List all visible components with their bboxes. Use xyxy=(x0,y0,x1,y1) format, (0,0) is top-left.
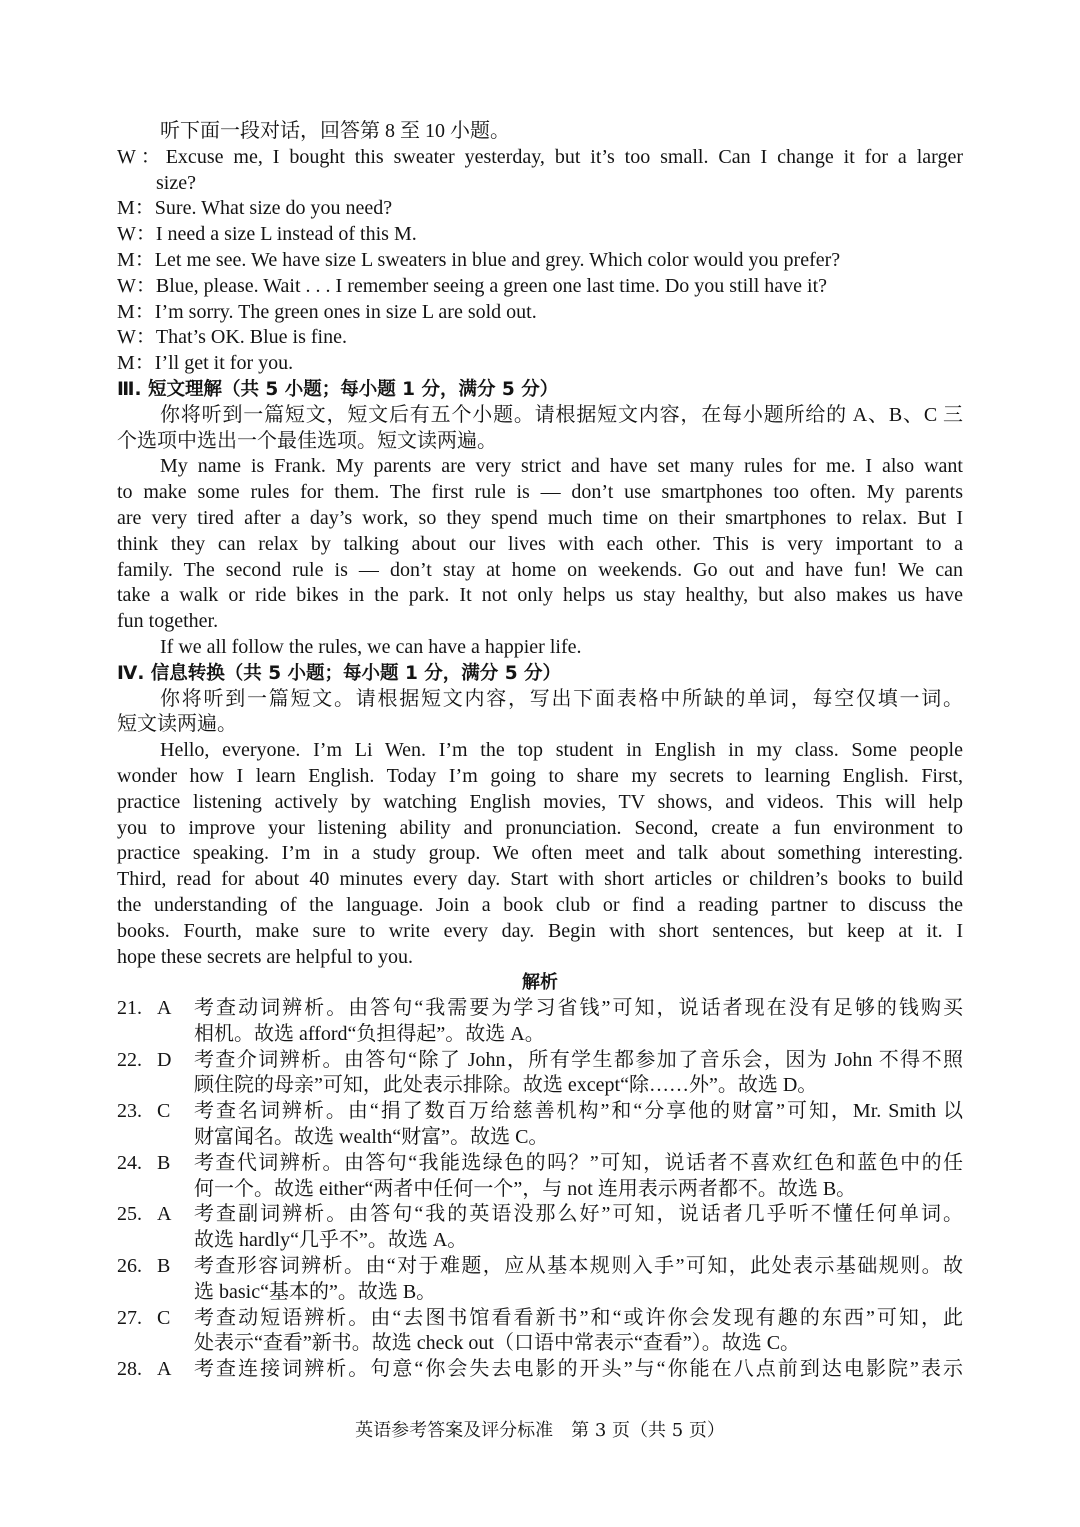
answer-item xyxy=(117,1151,963,1203)
answer-item xyxy=(117,1202,963,1254)
answer-number: 23. xyxy=(117,1100,142,1123)
answer-letter: A xyxy=(157,1358,172,1381)
answer-letter: D xyxy=(157,1048,172,1071)
section-3-heading: Ⅲ. 短文理解（共 5 小题；每小题 1 分，满分 5 分） xyxy=(117,378,559,400)
answer-number: 25. xyxy=(117,1203,142,1226)
explanation-line: 考查介词辨析。由答句“除了 John，所有学生都参加了音乐会，因为 John 不得不照 xyxy=(194,1048,963,1071)
answer-explanation xyxy=(194,1099,963,1151)
answer-explanation xyxy=(194,1202,963,1254)
page-footer: 英语参考答案及评分标准 第 3 页（共 5 页） xyxy=(355,1420,725,1441)
dialog-intro: 听下面一段对话，回答第 8 至 10 小题。 xyxy=(160,120,510,142)
answer-letter: C xyxy=(157,1306,171,1329)
explanation-line: 何一个。故选 either“两者中任何一个”，与 not 连用表示两者都不。故选 B。 xyxy=(194,1177,857,1200)
section-3-instructions: 个选项中选出一个最佳选项。短文读两遍。 xyxy=(117,429,497,452)
section-3-instructions: 你将听到一篇短文，短文后有五个小题。请根据短文内容，在每小题所给的 A、B、C 三 xyxy=(160,403,963,426)
answer-item xyxy=(117,1048,963,1100)
answer-letter: B xyxy=(157,1151,171,1174)
passage-line: family. The second rule is — don’t stay at home on weekends. Go out and have fun! We can xyxy=(117,558,963,581)
explanation-line: 考查形容词辨析。由“对于难题，应从基本规则入手”可知，此处表示基础规则。故 xyxy=(194,1255,963,1278)
analysis-title: 解析 xyxy=(522,972,558,994)
answer-letter: C xyxy=(157,1100,171,1123)
passage-line: the understanding of the language. Join a book club or find a reading partner to discuss the xyxy=(117,893,963,916)
passage-line: My name is Frank. My parents are very strict and have set many rules for me. I also want xyxy=(160,455,963,478)
answer-explanation xyxy=(194,1048,963,1100)
section-4-instructions: 你将听到一篇短文。请根据短文内容，写出下面表格中所缺的单词，每空仅填一词。 xyxy=(160,687,963,710)
dialog-line-continuation: size? xyxy=(156,171,196,194)
explanation-line: 考查动词辨析。由答句“我需要为学习省钱”可知，说话者现在没有足够的钱购买 xyxy=(194,997,963,1020)
section-4-instructions: 短文读两遍。 xyxy=(117,713,237,736)
dialog-line xyxy=(117,222,963,248)
answer-number: 24. xyxy=(117,1151,142,1174)
answer-number: 22. xyxy=(117,1048,142,1071)
speaker: W： xyxy=(117,326,156,349)
utterance: I need a size L instead of this M. xyxy=(155,223,417,246)
explanation-line: 考查代词辨析。由答句“我能选绿色的吗？”可知，说话者不喜欢红色和蓝色中的任 xyxy=(194,1151,963,1174)
passage-line: books. Fourth, make sure to write every day. Begin with short sentences, but keep at it. I xyxy=(117,919,963,942)
dialog-line xyxy=(117,325,963,351)
answer-number: 26. xyxy=(117,1255,142,1278)
explanation-line: 考查名词辨析。由“捐了数百万给慈善机构”和“分享他的财富”可知，Mr. Smith 以 xyxy=(194,1100,963,1123)
passage-line: think they can relax by talking about our lives with each other. This is very important to a xyxy=(117,532,963,555)
explanation-line: 考查副词辨析。由答句“我的英语没那么好”可知，说话者几乎听不懂任何单词。 xyxy=(194,1203,963,1226)
explanation-line: 选 basic“基本的”。故选 B。 xyxy=(194,1280,437,1303)
explanation-line: 相机。故选 afford“负担得起”。故选 A。 xyxy=(194,1022,545,1045)
passage-line: practice listening actively by watching English movies, TV shows, and videos. This will help xyxy=(117,790,963,813)
answer-explanation xyxy=(194,1151,963,1203)
utterance: Blue, please. Wait . . . I remember seeing a green one last time. Do you still have it? xyxy=(155,274,828,297)
answer-number: 28. xyxy=(117,1358,142,1381)
speaker: M： xyxy=(117,300,155,323)
passage-line: hope these secrets are helpful to you. xyxy=(117,945,414,968)
answer-explanation xyxy=(194,996,963,1048)
answer-item xyxy=(117,1306,963,1358)
utterance: That’s OK. Blue is fine. xyxy=(155,326,347,349)
dialog-line xyxy=(117,248,963,274)
speaker: W： xyxy=(117,145,166,168)
utterance: I’ll get it for you. xyxy=(154,352,294,375)
dialog-line xyxy=(117,300,963,326)
passage-line: to make some rules for them. The first rule is — don’t use smartphones too often. My parents xyxy=(117,481,963,504)
explanation-line: 处表示“查看”新书。故选 check out（口语中常表示“查看”）。故选 C。 xyxy=(194,1332,801,1355)
passage-closing: If we all follow the rules, we can have a happier life. xyxy=(160,635,582,658)
utterance: Let me see. We have size L sweaters in blue and grey. Which color would you prefer? xyxy=(154,248,841,271)
answer-item xyxy=(117,1254,963,1306)
explanation-line: 财富闻名。故选 wealth“财富”。故选 C。 xyxy=(194,1126,549,1149)
dialog-line xyxy=(117,274,963,300)
passage-line: wonder how I learn English. Today I’m going to share my secrets to learning English. First, xyxy=(117,764,963,787)
utterance: Excuse me, I bought this sweater yesterday, but it’s too small. Can I change it for a larger xyxy=(165,145,963,168)
passage-line: take a walk or ride bikes in the park. It not only helps us stay healthy, but also makes us have xyxy=(117,584,963,607)
answer-letter: A xyxy=(157,1203,172,1226)
answer-item xyxy=(117,1357,963,1383)
answer-number: 27. xyxy=(117,1306,142,1329)
dialog-line xyxy=(117,145,963,171)
speaker: W： xyxy=(117,274,156,297)
page-content xyxy=(117,119,963,1383)
utterance: I’m sorry. The green ones in size L are sold out. xyxy=(154,300,537,323)
answer-letter: B xyxy=(157,1255,171,1278)
speaker: M： xyxy=(117,248,155,271)
passage-line: Third, read for about 40 minutes every day. Start with short articles or children’s books to build xyxy=(117,868,963,891)
answer-explanation xyxy=(194,1357,963,1383)
answer-explanation xyxy=(194,1306,963,1358)
utterance: Sure. What size do you need? xyxy=(154,197,393,220)
passage-line: practice speaking. I’m in a study group. We often meet and talk about something interesting. xyxy=(117,842,963,865)
explanation-line: 故选 hardly“几乎不”。故选 A。 xyxy=(194,1229,468,1252)
passage-line: fun together. xyxy=(117,610,219,633)
answer-item xyxy=(117,1099,963,1151)
speaker: M： xyxy=(117,352,155,375)
answer-letter: A xyxy=(157,997,172,1020)
passage-line: you to improve your listening ability and pronunciation. Second, create a fun environment to xyxy=(117,816,963,839)
speaker: M： xyxy=(117,197,155,220)
explanation-line: 考查动短语辨析。由“去图书馆看看新书”和“或许你会发现有趣的东西”可知，此 xyxy=(194,1306,963,1329)
passage-line: are very tired after a day’s work, so they spend much time on their smartphones to relax. But I xyxy=(117,506,963,529)
answer-explanation xyxy=(194,1254,963,1306)
answer-number: 21. xyxy=(117,997,142,1020)
section-4-heading: Ⅳ. 信息转换（共 5 小题；每小题 1 分，满分 5 分） xyxy=(117,662,562,684)
dialog-line xyxy=(117,351,963,377)
dialog-line xyxy=(117,196,963,222)
speaker: W： xyxy=(117,223,156,246)
passage-line: Hello, everyone. I’m Li Wen. I’m the top student in English in my class. Some people xyxy=(160,739,963,762)
explanation-line: 顾住院的母亲”可知，此处表示排除。故选 except“除……外”。故选 D。 xyxy=(194,1074,818,1097)
explanation-line: 考查连接词辨析。句意“你会失去电影的开头”与“你能在八点前到达电影院”表示 xyxy=(194,1358,963,1381)
answer-item xyxy=(117,996,963,1048)
